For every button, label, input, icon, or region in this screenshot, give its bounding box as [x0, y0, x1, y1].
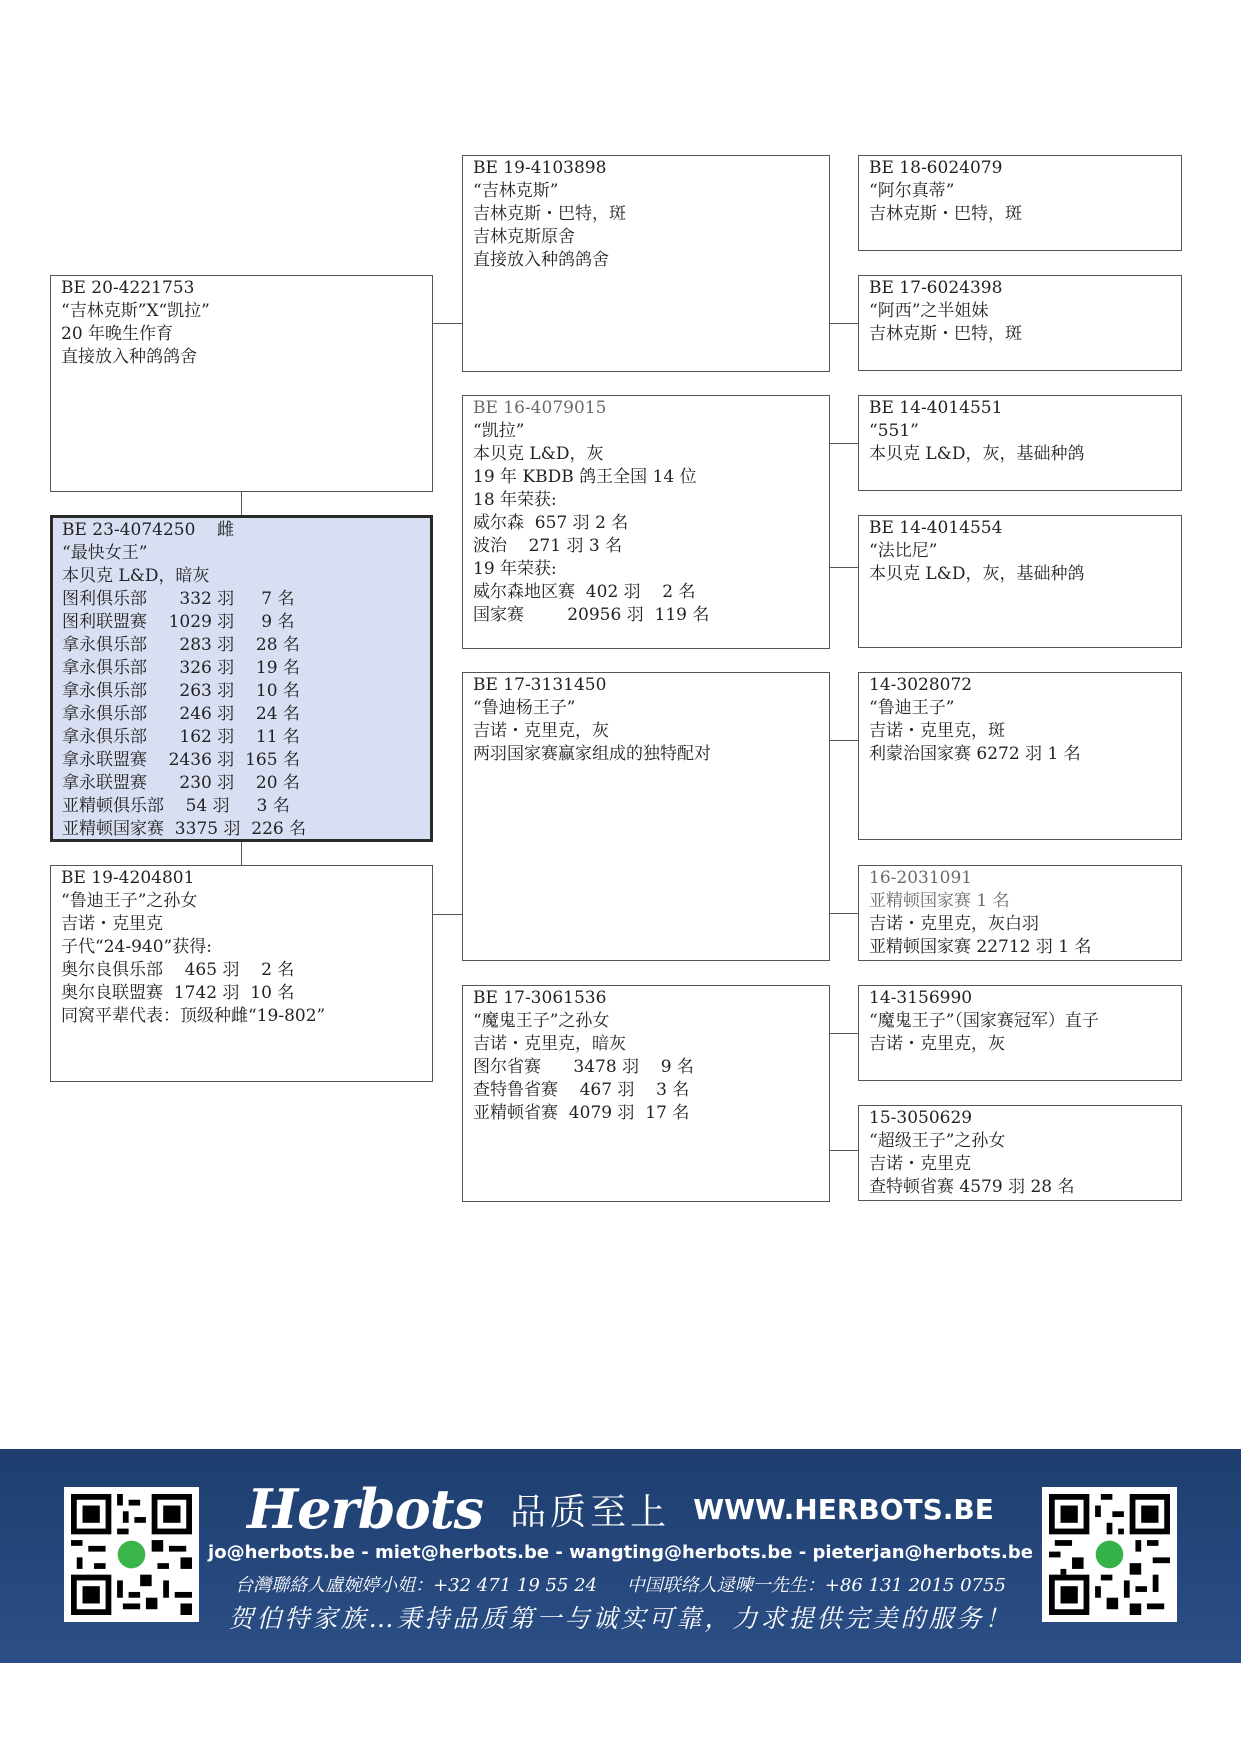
email-list[interactable]: jo@herbots.be - miet@herbots.be - wangting@herbots.be - pieterjan@herbots.be: [208, 1542, 1033, 1563]
ring-number: BE 14-4014554: [869, 518, 1003, 538]
website-link[interactable]: WWW.HERBOTS.BE: [693, 1492, 994, 1526]
pedigree-line: 本贝克 L&D，暗灰: [62, 566, 210, 586]
pedigree-line: 图尔省赛 3478 羽 9 名: [473, 1057, 694, 1077]
pedigree-line: 吉林克斯原舍: [473, 227, 575, 247]
connector-sd-top: [830, 443, 858, 444]
pedigree-line: 20 年晚生作育: [61, 324, 174, 344]
connector-dam-to-parents: [433, 914, 462, 915]
ring-number: BE 18-6024079: [869, 158, 1003, 178]
pedigree-line: “吉林克斯”: [473, 181, 559, 201]
pedigree-line: “阿尔真蒂”: [869, 181, 955, 201]
ring-number: BE 19-4204801: [61, 868, 195, 888]
pedigree-line: “551”: [869, 421, 919, 441]
pedigree-line: 吉林克斯・巴特，斑: [869, 324, 1022, 344]
pedigree-line: 拿永俱乐部 246 羽 24 名: [62, 704, 300, 724]
pedigree-box-g-sd-s: [858, 395, 1182, 491]
pedigree-line: 拿永俱乐部 326 羽 19 名: [62, 658, 300, 678]
pedigree-line: 图利俱乐部 332 羽 7 名: [62, 589, 295, 609]
pedigree-line: “凯拉”: [473, 421, 525, 441]
pedigree-line: 威尔森 657 羽 2 名: [473, 513, 629, 533]
pedigree-line: 直接放入种鸽鸽舍: [473, 250, 609, 270]
pedigree-line: 奥尔良俱乐部 465 羽 2 名: [61, 960, 295, 980]
ring-number: 14-3156990: [869, 988, 973, 1008]
pedigree-box-g-dd-s: [858, 985, 1182, 1081]
pedigree-box-g-ds-d: [858, 865, 1182, 961]
connector-sire-subject: [241, 492, 242, 515]
pedigree-line: 吉诺・克里克，暗灰: [473, 1034, 626, 1054]
pedigree-line: 吉诺・克里克，斑: [869, 721, 1005, 741]
pedigree-box-g-ss-s: [858, 155, 1182, 251]
pedigree-line: 同窝平辈代表：顶级种雌“19-802”: [61, 1006, 326, 1026]
contact-china: 中国联络人逯暕一先生：+86 131 2015 0755: [626, 1575, 1006, 1596]
pedigree-line: 查特鲁省赛 467 羽 3 名: [473, 1080, 690, 1100]
connector-ds-bottom: [830, 913, 858, 914]
ring-number: BE 17-6024398: [869, 278, 1003, 298]
pedigree-line: 利蒙治国家赛 6272 羽 1 名: [869, 744, 1081, 764]
ring-number: BE 20-4221753: [61, 278, 195, 298]
contact-taiwan: 台灣聯絡人盧婉婷小姐：+32 471 19 55 24: [235, 1575, 598, 1596]
connector-subject-dam: [241, 842, 242, 865]
ring-number: 15-3050629: [869, 1108, 973, 1128]
pedigree-line: “吉林克斯”X“凯拉”: [61, 301, 210, 321]
ring-number: 14-3028072: [869, 675, 973, 695]
pedigree-line: 奥尔良联盟赛 1742 羽 10 名: [61, 983, 295, 1003]
pedigree-line: 吉诺・克里克: [869, 1154, 971, 1174]
pedigree-line: 子代“24-940”获得:: [61, 937, 212, 957]
pedigree-line: “超级王子”之孙女: [869, 1131, 1006, 1151]
pedigree-line: 18 年荣获:: [473, 490, 557, 510]
pedigree-line: 查特顿省赛 4579 羽 28 名: [869, 1177, 1075, 1197]
pedigree-box-dam-dam: [462, 985, 830, 1202]
connector-dd-bottom: [830, 1150, 858, 1151]
pedigree-line: “最快女王”: [62, 543, 148, 563]
pedigree-box-sire-dam: [462, 395, 830, 649]
connector-dd-top: [830, 1033, 858, 1034]
pedigree-line: “魔鬼王子”之孙女: [473, 1011, 610, 1031]
pedigree-line: 图利联盟赛 1029 羽 9 名: [62, 612, 295, 632]
pedigree-line: 亚精顿俱乐部 54 羽 3 名: [62, 796, 290, 816]
pedigree-line: 吉诺・克里克，灰: [473, 721, 609, 741]
pedigree-line: 吉林克斯・巴特，斑: [869, 204, 1022, 224]
slogan: 品质至上: [510, 1491, 671, 1533]
pedigree-line: “法比尼”: [869, 541, 938, 561]
ring-number: BE 19-4103898: [473, 158, 607, 178]
connector-ds-top: [830, 740, 858, 741]
ring-number: BE 23-4074250 雌: [62, 520, 235, 540]
pedigree-line: “魔鬼王子”（国家赛冠军）直子: [869, 1011, 1099, 1031]
connector-ss-to-parents: [830, 323, 858, 324]
pedigree-box-g-ss-d: [858, 275, 1182, 371]
pedigree-line: 19 年荣获:: [473, 559, 557, 579]
connector-sd-bottom: [830, 567, 858, 568]
pedigree-line: “鲁迪杨王子”: [473, 698, 576, 718]
pedigree-line: 威尔森地区赛 402 羽 2 名: [473, 582, 696, 602]
pedigree-line: 拿永联盟赛 230 羽 20 名: [62, 773, 300, 793]
pedigree-box-subject: [50, 515, 433, 842]
connector-sire-to-parents: [433, 323, 462, 324]
footer-banner: [0, 1449, 1241, 1663]
pedigree-box-dam-sire: [462, 672, 830, 961]
pedigree-line: 19 年 KBDB 鸽王全国 14 位: [473, 467, 697, 487]
ring-number: BE 14-4014551: [869, 398, 1003, 418]
pedigree-line: 国家赛 20956 羽 119 名: [473, 605, 710, 625]
pedigree-line: 吉诺・克里克，灰: [869, 1034, 1005, 1054]
ring-number: 16-2031091: [869, 868, 973, 888]
pedigree-line: “鲁迪王子”之孙女: [61, 891, 198, 911]
pedigree-line: 本贝克 L&D，灰: [473, 444, 604, 464]
pedigree-line: “阿西”之半姐妹: [869, 301, 989, 321]
motto: 贺伯特家族…秉持品质第一与诚实可靠，力求提供完美的服务！: [228, 1604, 1013, 1633]
ring-number: BE 17-3061536: [473, 988, 607, 1008]
pedigree-line: 拿永联盟赛 2436 羽 165 名: [62, 750, 300, 770]
pedigree-line: 亚精顿国家赛 1 名: [869, 891, 1010, 911]
pedigree-line: 拿永俱乐部 263 羽 10 名: [62, 681, 300, 701]
pedigree-line: 两羽国家赛赢家组成的独特配对: [473, 744, 711, 764]
pedigree-box-sire: [50, 275, 433, 492]
pedigree-line: “鲁迪王子”: [869, 698, 955, 718]
pedigree-box-sire-sire: [462, 155, 830, 372]
pedigree-box-g-dd-d: [858, 1105, 1182, 1201]
pedigree-line: 本贝克 L&D，灰，基础种鸽: [869, 444, 1085, 464]
pedigree-line: 吉林克斯・巴特，斑: [473, 204, 626, 224]
qr-code-right[interactable]: [1042, 1487, 1177, 1622]
pedigree-box-g-sd-d: [858, 515, 1182, 648]
pedigree-line: 亚精顿国家赛 22712 羽 1 名: [869, 937, 1092, 957]
pedigree-line: 拿永俱乐部 162 羽 11 名: [62, 727, 300, 747]
herbots-logo: Herbots: [247, 1477, 484, 1541]
pedigree-line: 本贝克 L&D，灰，基础种鸽: [869, 564, 1085, 584]
pedigree-line: 拿永俱乐部 283 羽 28 名: [62, 635, 300, 655]
ring-number: BE 17-3131450: [473, 675, 607, 695]
qr-code-pattern: [1049, 1494, 1170, 1615]
pedigree-box-dam: [50, 865, 433, 1082]
pedigree-box-g-ds-s: [858, 672, 1182, 840]
ring-number: BE 16-4079015: [473, 398, 607, 418]
pedigree-line: 吉诺・克里克: [61, 914, 163, 934]
pedigree-line: 吉诺・克里克，灰白羽: [869, 914, 1039, 934]
pedigree-line: 亚精顿国家赛 3375 羽 226 名: [62, 819, 307, 839]
pedigree-line: 亚精顿省赛 4079 羽 17 名: [473, 1103, 690, 1123]
pedigree-line: 直接放入种鸽鸽舍: [61, 347, 197, 367]
pedigree-line: 波治 271 羽 3 名: [473, 536, 623, 556]
